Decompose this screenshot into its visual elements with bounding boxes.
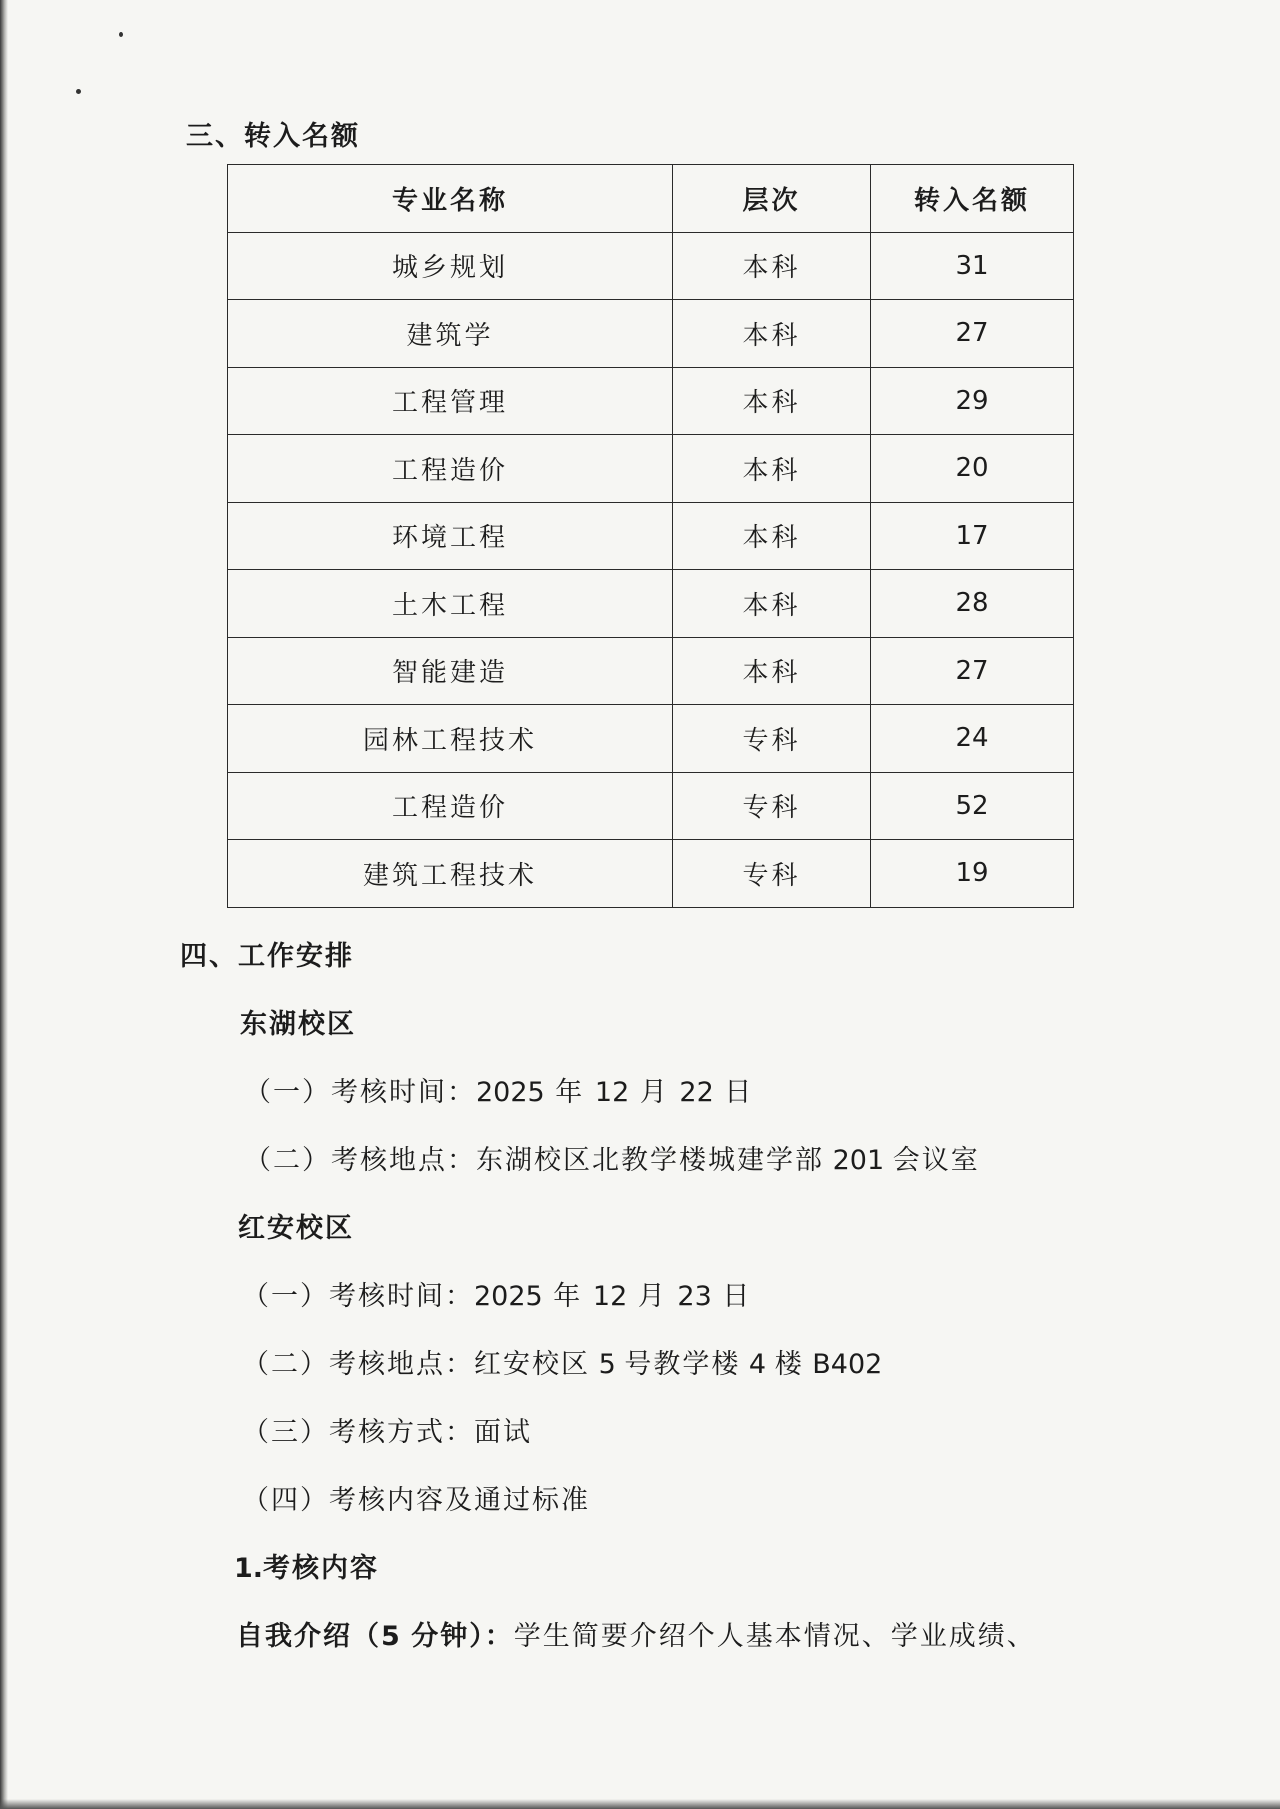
- exam-content-and-standard: （四）考核内容及通过标准: [242, 1485, 590, 1516]
- table-row: [228, 435, 1074, 503]
- quota-table: [227, 164, 1074, 908]
- cell-level: 专科: [673, 772, 871, 840]
- cell-count: 29: [871, 367, 1074, 435]
- section-3-title: 三、转入名额: [186, 121, 360, 152]
- header-major: 专业名称: [228, 165, 673, 233]
- cell-level: 专科: [673, 705, 871, 773]
- exam-content-title: 1.考核内容: [234, 1553, 380, 1584]
- cell-level: 本科: [673, 502, 871, 570]
- scan-speck: [76, 89, 81, 94]
- table-row: [228, 840, 1074, 908]
- cell-major: 工程造价: [228, 435, 673, 503]
- cell-level: 本科: [673, 637, 871, 705]
- table-row: [228, 367, 1074, 435]
- cell-count: 52: [871, 772, 1074, 840]
- cell-count: 20: [871, 435, 1074, 503]
- cell-level: 本科: [673, 300, 871, 368]
- page-shadow-left: [0, 0, 8, 1809]
- cell-count: 28: [871, 570, 1074, 638]
- section-4-title: 四、工作安排: [180, 941, 354, 972]
- cell-count: 24: [871, 705, 1074, 773]
- table-row: [228, 300, 1074, 368]
- exam-method: （三）考核方式：面试: [242, 1417, 532, 1448]
- cell-level: 本科: [673, 232, 871, 300]
- table-row: [228, 637, 1074, 705]
- cell-count: 31: [871, 232, 1074, 300]
- cell-level: 专科: [673, 840, 871, 908]
- cell-major: 建筑学: [228, 300, 673, 368]
- table-row: [228, 232, 1074, 300]
- hongan-exam-time: （一）考核时间：2025 年 12 月 23 日: [242, 1281, 752, 1312]
- cell-count: 27: [871, 637, 1074, 705]
- cell-count: 19: [871, 840, 1074, 908]
- cell-count: 27: [871, 300, 1074, 368]
- cell-major: 城乡规划: [228, 232, 673, 300]
- cell-major: 工程造价: [228, 772, 673, 840]
- cell-count: 17: [871, 502, 1074, 570]
- cell-major: 环境工程: [228, 502, 673, 570]
- quota-table-header-row: [228, 165, 1074, 233]
- hongan-campus-title: 红安校区: [238, 1213, 354, 1244]
- cell-major: 智能建造: [228, 637, 673, 705]
- donghu-exam-time: （一）考核时间：2025 年 12 月 22 日: [244, 1077, 754, 1108]
- cell-major: 土木工程: [228, 570, 673, 638]
- cell-level: 本科: [673, 435, 871, 503]
- cell-level: 本科: [673, 367, 871, 435]
- donghu-exam-place: （二）考核地点：东湖校区北教学楼城建学部 201 会议室: [244, 1145, 980, 1176]
- table-row: [228, 570, 1074, 638]
- cell-major: 园林工程技术: [228, 705, 673, 773]
- cell-major: 建筑工程技术: [228, 840, 673, 908]
- page-shadow-bottom: [0, 1799, 1280, 1809]
- table-row: [228, 502, 1074, 570]
- table-row: [228, 705, 1074, 773]
- cell-major: 工程管理: [228, 367, 673, 435]
- self-introduction: 自我介绍（5 分钟）：学生简要介绍个人基本情况、学业成绩、: [236, 1621, 1036, 1652]
- table-row: [228, 772, 1074, 840]
- cell-level: 本科: [673, 570, 871, 638]
- donghu-campus-title: 东湖校区: [240, 1009, 356, 1040]
- scan-speck: [119, 32, 123, 37]
- header-level: 层次: [673, 165, 871, 233]
- hongan-exam-place: （二）考核地点：红安校区 5 号教学楼 4 楼 B402: [242, 1349, 883, 1380]
- header-count: 转入名额: [871, 165, 1074, 233]
